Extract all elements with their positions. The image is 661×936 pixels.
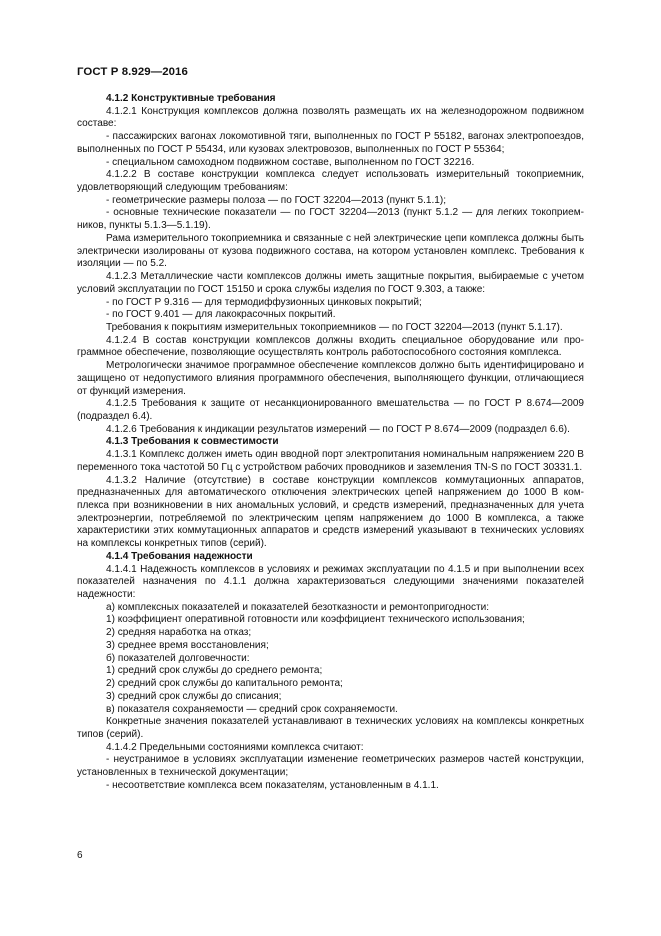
list-item: а) комплексных показателей и показателей безотказности и ремонтопригодности:	[106, 601, 490, 613]
list-item: - специальном самоходном подвижном составе, выполненном по ГОСТ 32216.	[106, 156, 475, 168]
section-heading: 4.1.3 Требования к совместимости	[106, 436, 279, 448]
list-item: - пассажирских вагонах локомотивной тяги, выполненных по ГОСТ Р 55182, вагонах электропоездов, выполненных по ГОСТ Р 55434, или кузовах электровозов, выполненных по ГОСТ Р 55364;	[77, 131, 584, 155]
list-item: б) показателей долговечности:	[106, 652, 250, 664]
paragraph: 4.1.2.6 Требования к индикации результатов измерений — по ГОСТ Р 8.674—2009 (подраздел 6.6).	[106, 423, 570, 435]
document-body	[77, 93, 584, 793]
paragraph: 4.1.2.1 Конструкция комплексов должна позволять размещать их на железнодорожном подвижном составе:	[77, 105, 584, 130]
paragraph: Рама измерительного токоприемника и связанные с ней электрические цепи комплекса должны быть электрически изолированы от кузова подвижного состава, на котором установлен комплекс. Требования к изоляции — по 5.2.	[77, 232, 584, 270]
paragraph: Конкретные значения показателей устанавливают в технических условиях на комплексы конкретных типов (серий).	[77, 716, 584, 740]
paragraph: 4.1.3.1 Комплекс должен иметь один вводной порт электропитания номинальным напряжением 220 В переменного тока частотой 50 Гц с устройством рабочих проводников и заземления TN-S по ГОСТ 30331.1.	[77, 449, 584, 473]
list-item: 1) средний срок службы до среднего ремонта;	[106, 665, 323, 677]
list-item: 1) коэффициент оперативной готовности или коэффициент технического использования;	[106, 614, 525, 626]
list-item: - по ГОСТ 9.401 — для лакокрасочных покрытий.	[106, 309, 336, 321]
list-item: - геометрические размеры полоза — по ГОСТ 32204—2013 (пункт 5.1.1);	[106, 194, 447, 206]
list-item: в) показателя сохраняемости — средний срок сохраняемости.	[106, 703, 398, 715]
section-heading: 4.1.4 Требования надежности	[106, 550, 253, 562]
section-heading: 4.1.2 Конструктивные требования	[106, 93, 276, 104]
paragraph: 4.1.4.2 Предельными состояниями комплекса считают:	[106, 741, 364, 753]
list-item: - основные технические показатели — по ГОСТ 32204—2013 (пункт 5.1.2 — для легких токоприемников, пункты 5.1.3—5.1.19).	[77, 207, 584, 232]
list-item: - неустранимое в условиях эксплуатации изменение геометрических размеров частей конструкции, установленных в технической документации;	[77, 754, 584, 779]
list-item: - по ГОСТ Р 9.316 — для термодиффузионных цинковых покрытий;	[106, 296, 422, 308]
document-header: ГОСТ Р 8.929—2016	[77, 66, 188, 78]
list-item: 2) средний срок службы до капитального ремонта;	[106, 678, 343, 690]
list-item: 2) средняя наработка на отказ;	[106, 627, 252, 639]
list-item: 3) средний срок службы до списания;	[106, 690, 282, 702]
paragraph: Требования к покрытиям измерительных токоприемников — по ГОСТ 32204—2013 (пункт 5.1.17).	[106, 321, 563, 333]
paragraph: 4.1.3.2 Наличие (отсутствие) в составе конструкции комплексов коммутационных аппаратов, предназначенных для автоматического отключения электрических цепей напряжением до 1000 В комплекса при возникновении в них аномальных условий, и средств измерений, предназначенных для учета электроэнергии, потребляемой по электрическим цепям напряжением до 1000 В комплекса, а также характеристики этих коммутационных аппаратов и средств измерений указывают в технических условиях на комплексы конкретных типов (серий).	[77, 474, 584, 550]
list-item: 3) среднее время восстановления;	[106, 639, 269, 651]
paragraph: 4.1.2.4 В состав конструкции комплексов должны входить специальное оборудование или программное обеспечение, позволяющие осуществлять контроль работоспособного состояния комплекса.	[77, 334, 584, 359]
paragraph: 4.1.4.1 Надежность комплексов в условиях и режимах эксплуатации по 4.1.5 и при выполнении всех показателей назначения по 4.1.1 должна характеризоваться следующими значениями показателей надежности:	[77, 563, 584, 601]
paragraph: 4.1.2.2 В составе конструкции комплекса следует использовать измерительный токоприемник, удовлетворяющий следующим требованиям:	[77, 169, 584, 194]
page-number: 6	[77, 850, 83, 861]
paragraph: 4.1.2.3 Металлические части комплексов должны иметь защитные покрытия, выбираемые с учетом условий эксплуатации по ГОСТ 15150 и срока службы изделия по ГОСТ 9.303, а также:	[77, 271, 584, 295]
paragraph: 4.1.2.5 Требования к защите от несанкционированного вмешательства — по ГОСТ Р 8.674—2009 (подраздел 6.4).	[77, 398, 584, 422]
list-item: - несоответствие комплекса всем показателям, установленным в 4.1.1.	[106, 779, 439, 791]
paragraph: Метрологически значимое программное обеспечение комплексов должно быть идентифицировано и защищено от недопустимого влияния программного обеспечения, выполняющего функции, отличающиеся от функций измерения.	[77, 360, 584, 397]
